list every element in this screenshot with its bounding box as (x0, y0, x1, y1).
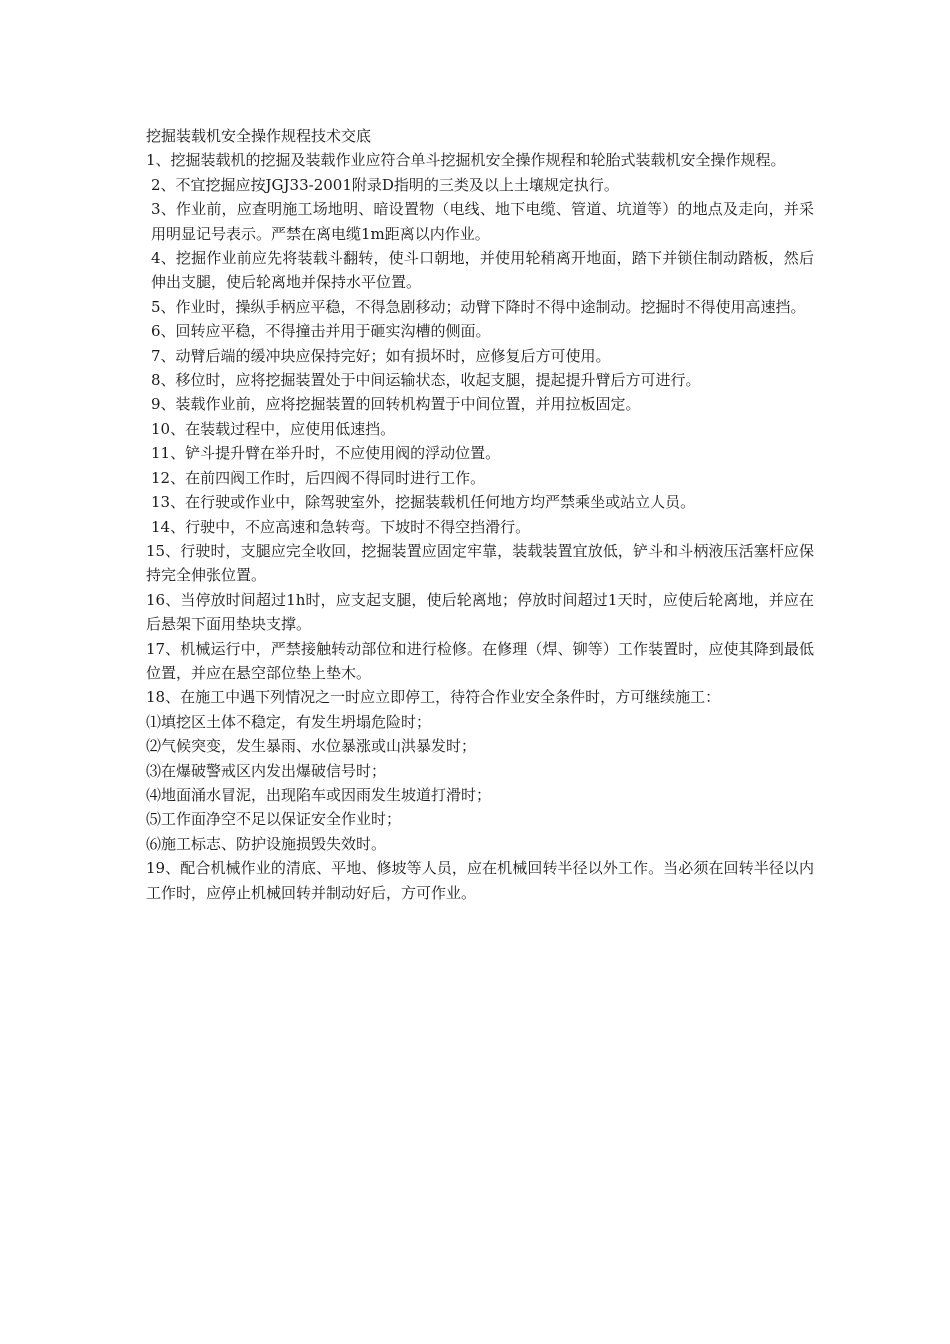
paragraph-item: 11、铲斗提升臂在举升时，不应使用阀的浮动位置。 (151, 444, 501, 463)
paragraph-item: 12、在前四阀工作时，后四阀不得同时进行工作。 (151, 468, 486, 487)
paragraph-item: ⑶在爆破警戒区内发出爆破信号时； (146, 761, 387, 780)
paragraph-item: ⑸工作面净空不足以保证安全作业时； (146, 810, 402, 829)
paragraph-item: 17、机械运行中，严禁接触转动部位和进行检修。在修理（焊、铆等）工作装置时，应使其降到最低位置，并应在悬空部位垫上垫木。 (146, 639, 814, 682)
paragraph-item: ⑴填挖区土体不稳定，有发生坍塌危险时； (146, 712, 432, 731)
paragraph-list (146, 148, 814, 905)
paragraph-item: 14、行驶中，不应高速和急转弯。下坡时不得空挡滑行。 (151, 517, 531, 536)
paragraph-item: 8、移位时，应将挖掘装置处于中间运输状态，收起支腿，提起提升臂后方可进行。 (151, 371, 701, 390)
document-title: 挖掘装载机安全操作规程技术交底 (146, 127, 372, 145)
paragraph-item: ⑵气候突变，发生暴雨、水位暴涨或山洪暴发时； (146, 737, 477, 756)
paragraph-item: 6、回转应平稳，不得撞击并用于砸实沟槽的侧面。 (151, 322, 491, 341)
paragraph-item: 10、在装载过程中，应使用低速挡。 (151, 419, 396, 438)
paragraph-item: 9、装载作业前，应将挖掘装置的回转机构置于中间位置，并用拉板固定。 (151, 395, 641, 414)
paragraph-item: 18、在施工中遇下列情况之一时应立即停工，待符合作业安全条件时，方可继续施工： (146, 688, 721, 707)
paragraph-item: 16、当停放时间超过1h时，应支起支腿，使后轮离地；停放时间超过1天时，应使后轮离地，并应在后悬架下面用垫块支撑。 (146, 590, 814, 634)
paragraph-item: ⑷地面涌水冒泥，出现陷车或因雨发生坡道打滑时； (146, 785, 492, 804)
paragraph-item: ⑹施工标志、防护设施损毁失效时。 (146, 834, 387, 853)
paragraph-item: 13、在行驶或作业中，除驾驶室外，挖掘装载机任何地方均严禁乘坐或站立人员。 (151, 493, 696, 512)
paragraph-item: 2、不宜挖掘应按JGJ33-2001附录D指明的三类及以上土壤规定执行。 (151, 175, 619, 194)
paragraph-item: 7、动臂后端的缓冲块应保持完好；如有损坏时，应修复后方可使用。 (151, 346, 611, 365)
paragraph-item: 3、作业前，应查明施工场地明、暗设置物（电线、地下电缆、管道、坑道等）的地点及走向，并采用明显记号表示。严禁在离电缆1m距离以内作业。 (151, 200, 814, 243)
paragraph-item: 15、行驶时，支腿应完全收回，挖掘装置应固定牢靠，装载装置宜放低，铲斗和斗柄液压活塞杆应保持完全伸张位置。 (146, 541, 814, 585)
paragraph-item: 4、挖掘作业前应先将装载斗翻转，使斗口朝地，并使用轮稍离开地面，踏下并锁住制动踏板，然后伸出支腿，使后轮离地并保持水平位置。 (151, 249, 814, 292)
paragraph-item: 5、作业时，操纵手柄应平稳，不得急剧移动；动臂下降时不得中途制动。挖掘时不得使用高速挡。 (151, 297, 806, 316)
document-body (146, 124, 814, 905)
paragraph-item: 1、挖掘装载机的挖掘及装载作业应符合单斗挖掘机安全操作规程和轮胎式装载机安全操作规程。 (146, 151, 786, 170)
paragraph-item: 19、配合机械作业的清底、平地、修坡等人员，应在机械回转半径以外工作。当必须在回转半径以内工作时，应停止机械回转并制动好后，方可作业。 (146, 859, 814, 902)
